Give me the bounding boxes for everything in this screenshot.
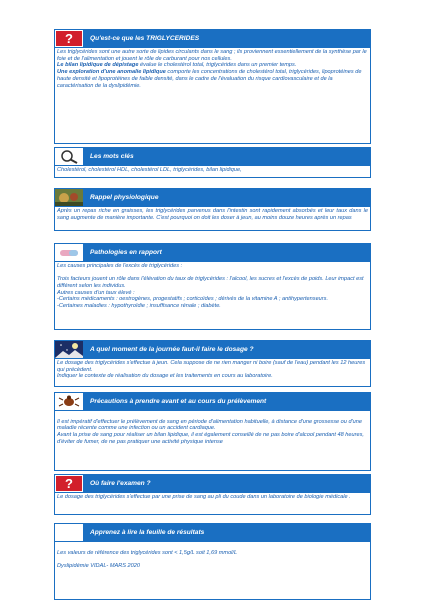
section-title: Où faire l'examen ? [90,480,151,487]
paragraph: Les causes principales de l'excès de triglycérides : [57,263,183,269]
section-what-are-triglycerides [54,29,371,144]
magnifier-icon [54,147,84,166]
section-where [54,474,371,515]
section-header [54,523,371,542]
section-header [54,29,371,48]
section-title: Pathologies en rapport [90,249,162,256]
section-header [54,340,371,359]
section-body [54,542,371,600]
section-read-results [54,523,371,600]
sheet [54,29,371,600]
paragraph: Les triglycérides sont une autre sorte de lipides circulants dans le sang ; ils proviennent essentiellement de la synthèse par le foie et de l'alimentation et jouent le rôle de carburant pour nos cellules. [57,49,367,62]
bold-label: Le bilan lipidique de dépistage [57,62,139,69]
svg-text:?: ? [65,31,73,46]
section-body [54,493,371,515]
paragraph-text: comporte les concentrations de cholestérol total, triglycérides, lipoprotéines de haute densité et lipoprotéines de faible densité, dans le cadre de l'évaluation du risque cardiovasculaire et de la caractérisation de la dyslipidémie. [57,69,362,89]
paragraph: Autres causes d'un taux élevé : [57,289,135,296]
section-precautions [54,392,371,471]
paragraph: Le dosage des triglycérides s'effectue par une prise de sang au pli du coude dans un laboratoire de biologie médicale . [57,494,351,500]
section-header [54,188,371,207]
section-title: Les mots clés [90,153,134,160]
paragraph [57,69,368,89]
section-header [54,474,371,493]
bold-label: Une exploration d'une anomalie lipidique [57,69,166,76]
paragraph: Avant la prise de sang pour réaliser un bilan lipidique, il est également conseillé de ne pas boire d'alcool pendant 48 heures, d'éviter de fumer, de ne pas pratiquer une activité physique intense [57,431,364,445]
section-physiology [54,188,371,231]
paragraph: -Certaines maladies : hypothyroïdie ; insuffisance rénale ; diabète. [57,303,221,310]
bug-icon [54,392,84,411]
section-header [54,147,371,166]
paragraph: Le dosage des triglycérides s'effectue à jeun. Cela suppose de ne rien manger ni boire (sauf de l'eau) pendant les 12 heures qui précèdent. [57,360,366,373]
paragraph: Les valeurs de référence des triglycérides sont < 1,5g/L soit 1,69 mmol/L [57,549,238,556]
paragraph: Dyslipidémie VIDAL- MARS 2020 [57,562,141,569]
section-title: Qu'est-ce que les TRIGLYCERIDES [90,35,200,42]
pill-icon [54,243,84,262]
paragraph: -Certains médicaments : oestrogènes, progestatifs ; corticoïdes ; dérivés de la vitamine A ; antihypertenseurs. [57,296,329,303]
svg-text:?: ? [65,476,73,491]
question-mark-icon [54,29,84,48]
section-header [54,392,371,411]
paragraph: Cholestérol, cholestérol HDL, cholestérol LDL, triglycérides, bilan lipidique, [57,167,242,173]
section-title: Précautions à prendre avant et au cours du prélèvement [90,398,267,405]
paragraph: Trois facteurs jouent un rôle dans l'élévation du taux de triglycérides : l'alcool, les sucres et l'excès de poids. Leur impact est différent selon les individus. [57,276,364,289]
night-sky-icon [54,340,84,359]
section-body [54,411,371,471]
paragraph-text: évalue le cholestérol total, triglycérides dans un premier temps. [138,62,297,69]
paragraph: Il est impératif d'effectuer le prélèvement de sang en période d'alimentation habituelle, à distance d'une grossesse ou d'une maladie récente comme une infection ou un accident cardiaque. [57,418,362,432]
section-body [54,359,371,387]
paragraph: Indiquer le contexte de réalisation du dosage et les traitements en cours au laboratoire. [57,373,273,380]
section-title: Rappel physiologique [90,194,159,201]
blank-thumbnail [54,523,84,542]
section-header [54,243,371,262]
section-body [54,262,371,330]
section-pathologies [54,243,371,330]
question-mark-icon [54,474,84,493]
food-photo-icon [54,188,84,207]
paragraph [57,62,368,69]
section-body [54,207,371,231]
section-title: Apprenez à lire la feuille de résultats [90,529,205,536]
section-title: A quel moment de la journée faut-il faire le dosage ? [90,346,254,353]
paragraph: Après un repas riche en graisses, les triglycérides parvenus dans l'intestin sont rapidement absorbés et leur taux dans le sang augmente de manière importante. C'est pourquoi on doit les doser à jeun, au moins douze heures après un repas [57,208,368,221]
section-keywords [54,147,371,178]
section-body [54,166,371,178]
section-body [54,48,371,144]
section-timing [54,340,371,387]
